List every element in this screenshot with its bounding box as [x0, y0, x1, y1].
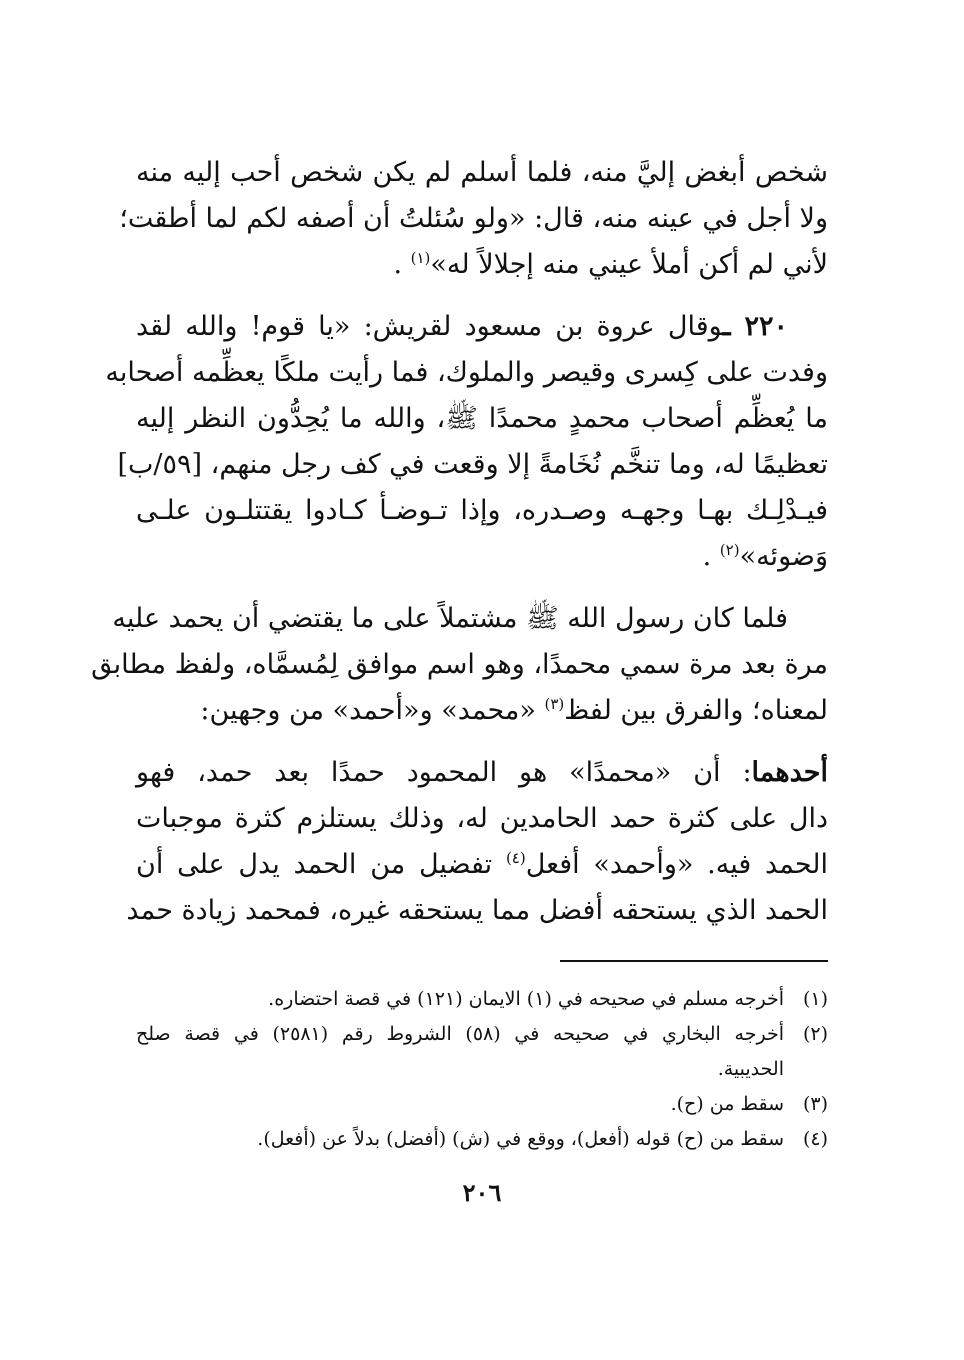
footnote-ref-2: (٢): [719, 541, 740, 559]
lead-word: أحدهما: [751, 757, 828, 788]
text-line: [136, 842, 828, 888]
footnote-line: سقط من (ح) قوله (أفعل)، ووقع في (ش) (أفضل) بدلاً عن (أفعل).: [257, 1128, 784, 1150]
footnote-number: (٢): [802, 1023, 828, 1045]
text-line: ما يُعظِّم أصحاب محمدٍ محمدًا ﷺ، والله ما يُحِدُّون النظر إليه: [136, 403, 828, 434]
text-line: دال على كثرة حمد الحامدين له، وذلك يستلزم كثرة موجبات: [136, 803, 828, 834]
text-line: مرة بعد مرة سمي محمدًا، وهو اسم موافق لِمُسمَّاه، ولفظ مطابق: [91, 649, 828, 680]
footnote-text: [136, 1017, 784, 1087]
paragraph-1: [119, 150, 828, 288]
footnote-3: [136, 1087, 828, 1122]
paragraph-3: [91, 596, 828, 734]
text-line: [136, 750, 828, 796]
footnote-line: أخرجه مسلم في صحيحه في (١) الايمان (١٢١) في قصة احتضاره.: [268, 988, 784, 1010]
footnote-2: [136, 1017, 828, 1087]
text-line-content: وَضوئه»: [739, 541, 828, 572]
text-line: وَضوئه»$^{(٢)}$ .: [702, 541, 828, 572]
footnotes: [136, 982, 828, 1157]
footnote-number: (٤): [802, 1128, 828, 1150]
text-line-content: الحمد فيه. «وأحمد» أفعل: [525, 849, 829, 880]
text-line: فيـدْلِـك بهـا وجهـه وصـدره، وإذا تـوضـأ كـادوا يقتتلـون علـى: [136, 495, 828, 526]
footnote-line: سقط من (ح).: [670, 1093, 784, 1115]
footnote-text: [136, 982, 784, 1017]
text-line: [136, 688, 828, 734]
main-text: [91, 150, 829, 950]
text-line-content: تفضيل من الحمد يدل على أن: [136, 849, 506, 880]
text-line-content: : أن «محمدًا» هو المحمود حمدًا بعد حمد، فهو: [136, 757, 752, 788]
text-line: تعظيمًا له، وما تنخَّم نُخَامةً إلا وقعت في كف رجل منهم، [٥٩/ب]: [117, 449, 828, 480]
footnote-ref-4: (٤): [505, 849, 526, 867]
text-line: [136, 304, 828, 350]
page-number: ٢٠٦: [462, 1178, 502, 1207]
text-line-content: وقال عروة بن مسعود لقريش: «يا قوم! والله لقد: [136, 311, 723, 342]
footnote-ref-1: (١): [410, 249, 431, 267]
text-line: الحمد الذي يستحقه أفضل مما يستحقه غيره، فمحمد زيادة حمد: [126, 895, 828, 926]
hadith-number: ٢٢٠ ـ: [722, 311, 789, 342]
footnote-text: [136, 1122, 784, 1157]
footnote-line: الحديبية.: [717, 1058, 784, 1080]
text-line: شخص أبغض إليَّ منه، فلما أسلم لم يكن شخص أحب إليه منه: [136, 157, 828, 188]
footnote-line: أخرجه البخاري في صحيحه في (٥٨) الشروط رقم (٢٥٨١) في قصة صلح: [136, 1023, 784, 1045]
footnote-number: (١): [802, 988, 828, 1010]
footnote-separator: [560, 960, 828, 962]
paragraph-4: [126, 750, 829, 934]
footnote-4: [136, 1122, 828, 1157]
text-line-content: لمعناه؛ والفرق بين لفظ: [564, 695, 828, 726]
paragraph-220: [105, 304, 828, 580]
footnote-number: (٣): [802, 1093, 828, 1115]
text-line: وفدت على كِسرى وقيصر والملوك، فما رأيت ملكًا يعظِّمه أصحابه: [105, 357, 828, 388]
text-line: فلما كان رسول الله ﷺ مشتملاً على ما يقتضي أن يحمد عليه: [112, 603, 788, 634]
text-line-content: لأني لم أكن أملأ عيني منه إجلالاً له»: [430, 249, 828, 280]
footnote-ref-3: (٣): [544, 695, 565, 713]
footnote-1: [136, 982, 828, 1017]
text-line: لأني لم أكن أملأ عيني منه إجلالاً له»$^{(١)}$ .: [393, 249, 828, 280]
footnote-text: [136, 1087, 784, 1122]
text-line-content: «محمد» و«أحمد» من وجهين:: [200, 695, 545, 726]
text-line: ولا أجل في عينه منه، قال: «ولو سُئلتُ أن أصفه لكم لما أطقت؛: [119, 203, 828, 234]
